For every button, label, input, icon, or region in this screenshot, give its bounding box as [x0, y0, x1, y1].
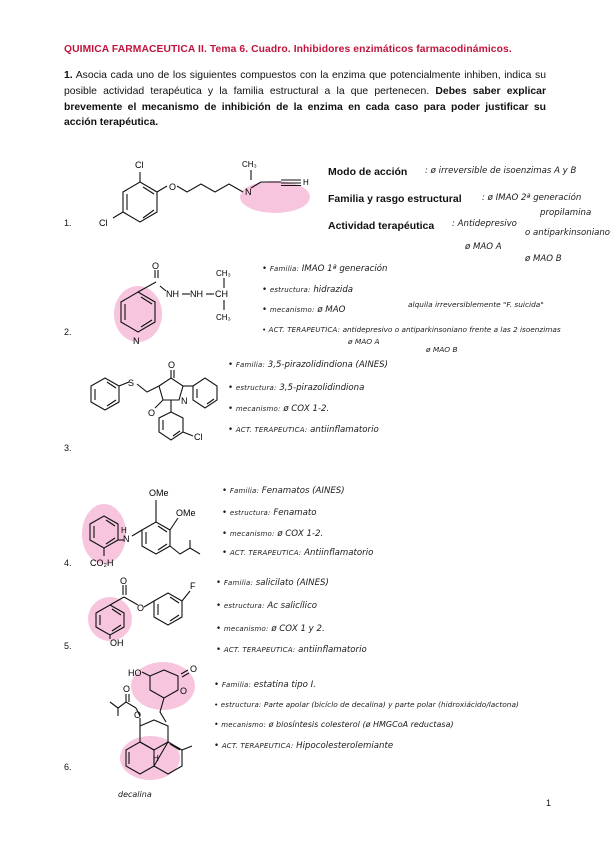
compound-3-familia-label: Familia:: [235, 361, 266, 369]
compound-5-number: 5.: [64, 641, 72, 651]
compound-3-act-label: ACT. TERAPEUTICA:: [235, 426, 308, 434]
label-actividad: Actividad terapéutica: [328, 220, 435, 232]
question-text: [64, 68, 546, 131]
compound-5-familia-row: • Familia: salicilato (AINES): [216, 578, 329, 588]
compound-2-structure: [108, 261, 258, 354]
compound-5-atom-o2: O: [137, 603, 145, 613]
compound-6-atom-o4: O: [134, 710, 142, 720]
compound-2-mecanismo-row: • mecanismo: ø MAO: [262, 305, 346, 315]
compound-2-atom-nh2: NH: [190, 289, 203, 299]
compound-3-structure: [75, 360, 225, 452]
compound-2-familia: IMAO 1ª generación: [301, 264, 388, 274]
compound-2-mecanismo-extra: alquila irreversiblemente "F. suicida": [408, 300, 544, 309]
compound-2-act: antidepresivo o antiparkinsoniano frente a las 2 isoenzimas: [342, 325, 561, 334]
compound-4-mecanismo-row: • mecanismo: ø COX 1-2.: [222, 529, 324, 539]
compound-2-atom-o: O: [152, 261, 160, 271]
compound-3-atom-cl: Cl: [194, 432, 203, 442]
compound-5-atom-f: F: [190, 581, 196, 591]
compound-5-familia-label: Familia:: [223, 579, 254, 587]
compound-1-actividad: : Antidepresivo: [452, 219, 517, 229]
compound-3-mecanismo-label: mecanismo:: [235, 405, 281, 413]
compound-2-estructura-label: estructura:: [269, 286, 311, 294]
compound-6-mecanismo: ø biosíntesis colesterol (ø HMGCoA reductasa): [268, 720, 454, 729]
label-familia: Familia y rasgo estructural: [328, 193, 462, 205]
compound-2-mecanismo-label: mecanismo:: [269, 306, 315, 314]
compound-2-mecanismo: ø MAO: [317, 305, 346, 315]
compound-1-mao-b: ø MAO B: [525, 254, 562, 264]
compound-4-atom-ome2: OMe: [176, 508, 196, 518]
compound-3-mecanismo-row: • mecanismo: ø COX 1-2.: [228, 404, 330, 414]
compound-6-act: Hipocolesterolemiante: [296, 741, 394, 751]
compound-5-mecanismo: ø COX 1 y 2.: [271, 624, 325, 634]
compound-3-mecanismo: ø COX 1-2.: [283, 404, 330, 414]
compound-3-estructura: 3,5-pirazolidindiona: [279, 383, 365, 393]
question-number: 1.: [64, 70, 73, 81]
compound-2-atom-ch3a: CH₃: [216, 269, 231, 278]
compound-6-atom-o2: O: [180, 686, 188, 696]
compound-3-number: 3.: [64, 443, 72, 453]
compound-6-familia: estatina tipo I.: [253, 680, 316, 690]
compound-2-familia-label: Familia:: [269, 265, 300, 273]
compound-1-atom-cl2: Cl: [99, 218, 108, 228]
compound-4-atom-ome1: OMe: [149, 488, 169, 498]
compound-6-atom-h: H: [153, 754, 159, 763]
compound-6-atom-o1: O: [190, 664, 198, 674]
compound-3-atom-o1: O: [168, 360, 176, 370]
compound-5-mecanismo-label: mecanismo:: [223, 625, 269, 633]
compound-3-act: antiinflamatorio: [310, 425, 379, 435]
compound-5-structure: [82, 575, 212, 647]
compound-2-estructura-row: • estructura: hidrazida: [262, 285, 354, 295]
compound-4-familia-label: Familia:: [229, 487, 260, 495]
page-title: QUIMICA FARMACEUTICA II. Tema 6. Cuadro. Inhibidores enzimáticos farmacodinámicos.: [64, 44, 512, 55]
compound-1-atom-ch3: CH₃: [242, 160, 257, 169]
page-number: 1: [545, 798, 551, 808]
compound-6-estructura-row: • estructura: Parte apolar (bicíclo de decalina) y parte polar (hidroxiácido/lactona): [214, 700, 519, 709]
compound-3-estructura-label: estructura:: [235, 384, 277, 392]
compound-4-familia-row: • Familia: Fenamatos (AINES): [222, 486, 345, 496]
compound-6-estructura-label: estructura:: [220, 701, 262, 709]
compound-4-familia: Fenamatos (AINES): [261, 486, 345, 496]
compound-1-atom-h: H: [303, 178, 309, 187]
compound-4-mecanismo-label: mecanismo:: [229, 530, 275, 538]
compound-2-atom-nh1: NH: [166, 289, 179, 299]
compound-6-atom-ho: HO: [128, 668, 142, 678]
compound-2-act-label: ACT. TERAPEUTICA:: [268, 326, 341, 334]
compound-1-number: 1.: [64, 218, 72, 228]
compound-1-familia2: propilamina: [540, 208, 592, 218]
compound-2-act-row: • ACT. TERAPEUTICA: antidepresivo o antiparkinsoniano frente a las 2 isoenzimas: [262, 325, 561, 334]
compound-3-atom-s: S: [128, 378, 135, 388]
compound-4-estructura-label: estructura:: [229, 509, 271, 517]
compound-1-familia: : ø IMAO 2ª generación: [482, 193, 582, 203]
compound-3-atom-n: N: [181, 396, 188, 406]
compound-1-actividad2: o antiparkinsoniano: [525, 228, 610, 238]
compound-5-mecanismo-row: • mecanismo: ø COX 1 y 2.: [216, 624, 325, 634]
compound-2-number: 2.: [64, 327, 72, 337]
compound-2-mao-a: ø MAO A: [348, 337, 380, 346]
compound-4-estructura-row: • estructura: Fenamato: [222, 508, 317, 518]
compound-6-mecanismo-row: • mecanismo: ø biosíntesis colesterol (ø HMGCoA reductasa): [214, 720, 454, 729]
compound-3-familia: 3,5-pirazolidindiona (AINES): [267, 360, 388, 370]
compound-4-estructura: Fenamato: [273, 508, 317, 518]
compound-3-act-row: • ACT. TERAPEUTICA: antiinflamatorio: [228, 425, 379, 435]
question-body: Asocia cada uno de los siguientes compuestos con la enzima que potencialmente inhiben, indica su posible actividad terapéutica y la familia estructural a la que pertenecen.: [64, 70, 546, 97]
compound-2-atom-ch3b: CH₃: [216, 313, 231, 322]
compound-6-handwritten-label: decalina: [118, 790, 152, 799]
compound-5-estructura: Ac salicílico: [267, 601, 318, 611]
compound-5-atom-o1: O: [120, 576, 128, 586]
compound-2-estructura: hidrazida: [313, 285, 354, 295]
compound-6-estructura: Parte apolar (bicíclo de decalina) y parte polar (hidroxiácido/lactona): [263, 700, 519, 709]
compound-1-mao-a: ø MAO A: [465, 242, 502, 252]
compound-4-mecanismo: ø COX 1-2.: [277, 529, 324, 539]
compound-4-act-row: • ACT. TERAPEUTICA: Antiinflamatorio: [222, 548, 374, 558]
compound-2-familia-row: • Familia: IMAO 1ª generación: [262, 264, 388, 274]
compound-5-act-label: ACT. TERAPEUTICA:: [223, 646, 296, 654]
compound-5-estructura-row: • estructura: Ac salicílico: [216, 601, 318, 611]
compound-4-atom-h: H: [121, 526, 127, 535]
compound-5-estructura-label: estructura:: [223, 602, 265, 610]
compound-6-act-label: ACT. TERAPEUTICA:: [221, 742, 294, 750]
compound-3-familia-row: • Familia: 3,5-pirazolidindiona (AINES): [228, 360, 388, 370]
compound-6-structure: [108, 660, 208, 800]
compound-2-atom-n: N: [133, 336, 140, 346]
compound-6-familia-label: Familia:: [221, 681, 252, 689]
compound-6-act-row: • ACT. TERAPEUTICA: Hipocolesterolemiante: [214, 741, 394, 751]
label-modo-accion: Modo de acción: [328, 166, 408, 178]
compound-4-atom-co2h: CO₂H: [90, 558, 114, 568]
compound-4-act: Antiinflamatorio: [304, 548, 374, 558]
compound-4-structure: [78, 482, 218, 572]
compound-1-structure: [95, 152, 320, 242]
compound-6-familia-row: • Familia: estatina tipo I.: [214, 680, 316, 690]
compound-3-estructura-row: • estructura: 3,5-pirazolidindiona: [228, 383, 365, 393]
compound-6-atom-o3: O: [123, 684, 131, 694]
compound-4-act-label: ACT. TERAPEUTICA:: [229, 549, 302, 557]
compound-1-atom-n: N: [245, 187, 252, 197]
compound-2-mao-b: ø MAO B: [426, 345, 458, 354]
compound-6-number: 6.: [64, 762, 72, 772]
question-bold: Debes saber explicar brevemente el mecanismo de inhibición de la enzima en cada caso para poder justificar su acción terapéutica.: [64, 85, 547, 129]
compound-5-familia: salicilato (AINES): [255, 578, 329, 588]
compound-1-atom-cl1: Cl: [135, 160, 144, 170]
compound-4-number: 4.: [64, 558, 72, 568]
compound-5-act-row: • ACT. TERAPEUTICA: antiinflamatorio: [216, 645, 367, 655]
compound-3-atom-o2: O: [148, 408, 156, 418]
compound-5-act: antiinflamatorio: [298, 645, 367, 655]
compound-1-atom-o: O: [169, 182, 177, 192]
compound-6-mecanismo-label: mecanismo:: [221, 721, 267, 729]
compound-1-modo: : ø irreversible de isoenzimas A y B: [425, 166, 577, 176]
compound-2-atom-ch: CH: [215, 289, 228, 299]
compound-5-atom-oh: OH: [110, 638, 124, 648]
compound-4-atom-n: N: [123, 534, 130, 544]
